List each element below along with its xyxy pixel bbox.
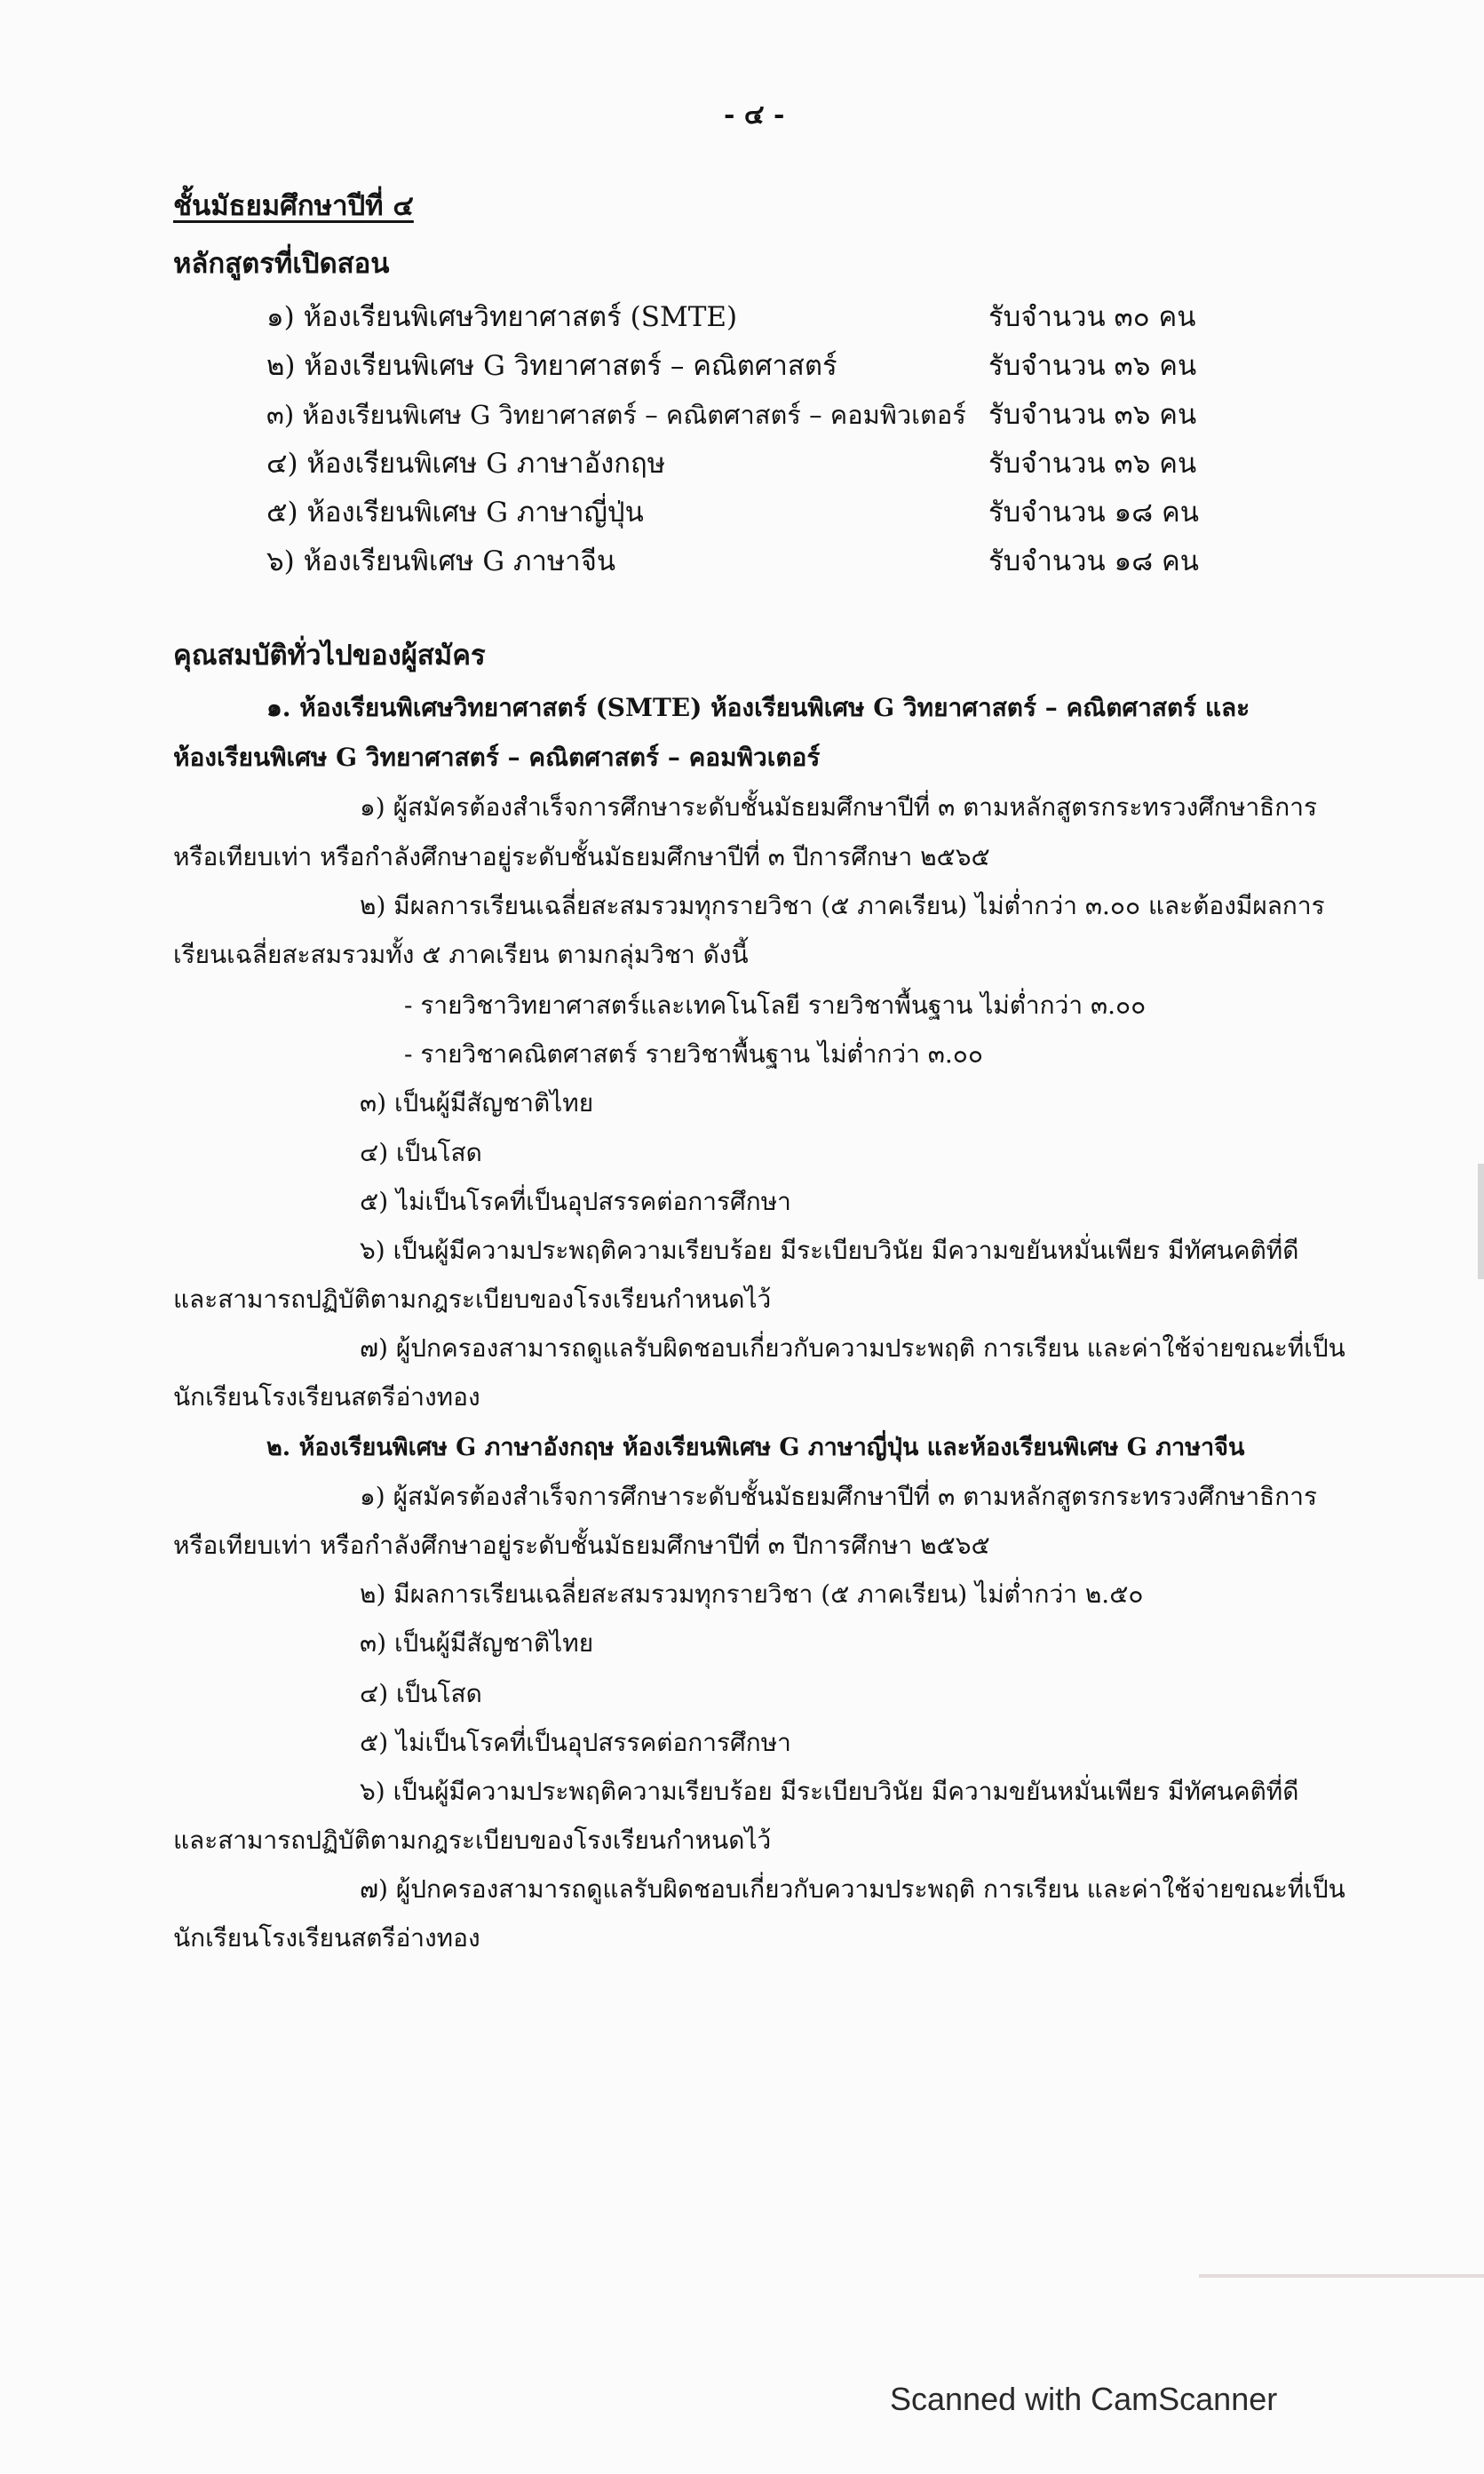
section-2-item-7: ๗) ผู้ปกครองสามารถดูแลรับผิดชอบเกี่ยวกับความประพฤติ การเรียน และค่าใช้จ่ายขณะที่เป็น: [360, 1874, 1345, 1904]
course-quota: รับจำนวน ๓๖ คน: [988, 350, 1197, 382]
section-1-item-2-sub: - รายวิชาวิทยาศาสตร์และเทคโนโลยี รายวิชาพื้นฐาน ไม่ต่ำกว่า ๓.๐๐: [404, 990, 1147, 1020]
scan-edge-shadow: [1478, 1164, 1484, 1279]
course-quota: รับจำนวน ๓๖ คน: [988, 448, 1197, 480]
section-1-item-2-sub: - รายวิชาคณิตศาสตร์ รายวิชาพื้นฐาน ไม่ต่ำกว่า ๓.๐๐: [404, 1039, 983, 1069]
course-label: ๕) ห้องเรียนพิเศษ G ภาษาญี่ปุ่น: [266, 497, 644, 529]
course-quota: รับจำนวน ๓๖ คน: [988, 399, 1197, 431]
section-1-item-2-cont: เรียนเฉลี่ยสะสมรวมทั้ง ๕ ภาคเรียน ตามกลุ่มวิชา ดังนี้: [173, 940, 749, 969]
qualifications-title: คุณสมบัติทั่วไปของผู้สมัคร: [173, 640, 486, 672]
section-2-item-6: ๖) เป็นผู้มีความประพฤติความเรียบร้อย มีระเบียบวินัย มีความขยันหมั่นเพียร มีทัศนคติที่ดี: [360, 1777, 1299, 1806]
section-1-item-6: ๖) เป็นผู้มีความประพฤติความเรียบร้อย มีระเบียบวินัย มีความขยันหมั่นเพียร มีทัศนคติที่ดี: [360, 1236, 1299, 1265]
section-2-item-3: ๓) เป็นผู้มีสัญชาติไทย: [360, 1628, 594, 1658]
page-number: - ๔ -: [724, 99, 785, 131]
section-2-item-2: ๒) มีผลการเรียนเฉลี่ยสะสมรวมทุกรายวิชา (๕ ภาคเรียน) ไม่ต่ำกว่า ๒.๕๐: [360, 1579, 1144, 1609]
section-1-item-4: ๔) เป็นโสด: [360, 1138, 482, 1167]
section-2-item-6-cont: และสามารถปฏิบัติตามกฎระเบียบของโรงเรียนกำหนดไว้: [173, 1826, 772, 1855]
scanner-watermark: Scanned with CamScanner: [890, 2381, 1278, 2417]
section-1-heading: ๑. ห้องเรียนพิเศษวิทยาศาสตร์ (SMTE) ห้องเรียนพิเศษ G วิทยาศาสตร์ – คณิตศาสตร์ และ: [266, 693, 1250, 722]
course-label: ๔) ห้องเรียนพิเศษ G ภาษาอังกฤษ: [266, 448, 666, 480]
section-1-item-1: ๑) ผู้สมัครต้องสำเร็จการศึกษาระดับชั้นมัธยมศึกษาปีที่ ๓ ตามหลักสูตรกระทรวงศึกษาธิการ: [360, 792, 1317, 822]
course-label: ๒) ห้องเรียนพิเศษ G วิทยาศาสตร์ – คณิตศาสตร์: [266, 350, 837, 382]
section-2-item-7-cont: นักเรียนโรงเรียนสตรีอ่างทอง: [173, 1923, 480, 1953]
section-1-item-6-cont: และสามารถปฏิบัติตามกฎระเบียบของโรงเรียนกำหนดไว้: [173, 1285, 772, 1314]
section-2-item-5: ๕) ไม่เป็นโรคที่เป็นอุปสรรคต่อการศึกษา: [360, 1728, 791, 1757]
section-1-item-5: ๕) ไม่เป็นโรคที่เป็นอุปสรรคต่อการศึกษา: [360, 1187, 791, 1216]
section-1-item-1-cont: หรือเทียบเท่า หรือกำลังศึกษาอยู่ระดับชั้นมัธยมศึกษาปีที่ ๓ ปีการศึกษา ๒๕๖๕: [173, 842, 990, 871]
section-1-item-2: ๒) มีผลการเรียนเฉลี่ยสะสมรวมทุกรายวิชา (๕ ภาคเรียน) ไม่ต่ำกว่า ๓.๐๐ และต้องมีผลการ: [360, 891, 1325, 920]
section-1-heading-cont: ห้องเรียนพิเศษ G วิทยาศาสตร์ – คณิตศาสตร์ – คอมพิวเตอร์: [173, 743, 821, 772]
section-1-item-7: ๗) ผู้ปกครองสามารถดูแลรับผิดชอบเกี่ยวกับความประพฤติ การเรียน และค่าใช้จ่ายขณะที่เป็น: [360, 1333, 1345, 1363]
section-2-item-1-cont: หรือเทียบเท่า หรือกำลังศึกษาอยู่ระดับชั้นมัธยมศึกษาปีที่ ๓ ปีการศึกษา ๒๕๖๕: [173, 1531, 990, 1560]
section-2-item-1: ๑) ผู้สมัครต้องสำเร็จการศึกษาระดับชั้นมัธยมศึกษาปีที่ ๓ ตามหลักสูตรกระทรวงศึกษาธิการ: [360, 1482, 1317, 1511]
courses-title: หลักสูตรที่เปิดสอน: [173, 248, 390, 280]
course-label: ๑) ห้องเรียนพิเศษวิทยาศาสตร์ (SMTE): [266, 301, 738, 333]
section-1-item-3: ๓) เป็นผู้มีสัญชาติไทย: [360, 1088, 594, 1118]
course-label: ๖) ห้องเรียนพิเศษ G ภาษาจีน: [266, 545, 616, 577]
section-1-item-7-cont: นักเรียนโรงเรียนสตรีอ่างทอง: [173, 1382, 480, 1412]
section-2-item-4: ๔) เป็นโสด: [360, 1679, 482, 1708]
course-label: ๓) ห้องเรียนพิเศษ G วิทยาศาสตร์ – คณิตศาสตร์ – คอมพิวเตอร์: [266, 400, 966, 430]
course-quota: รับจำนวน ๑๘ คน: [988, 497, 1199, 529]
scan-edge-line: [1199, 2274, 1484, 2278]
section-2-heading: ๒. ห้องเรียนพิเศษ G ภาษาอังกฤษ ห้องเรียนพิเศษ G ภาษาญี่ปุ่น และห้องเรียนพิเศษ G ภาษาจีน: [266, 1434, 1245, 1461]
course-quota: รับจำนวน ๓๐ คน: [988, 301, 1196, 333]
course-quota: รับจำนวน ๑๘ คน: [988, 545, 1199, 577]
page-heading: ชั้นมัธยมศึกษาปีที่ ๔: [173, 190, 414, 222]
